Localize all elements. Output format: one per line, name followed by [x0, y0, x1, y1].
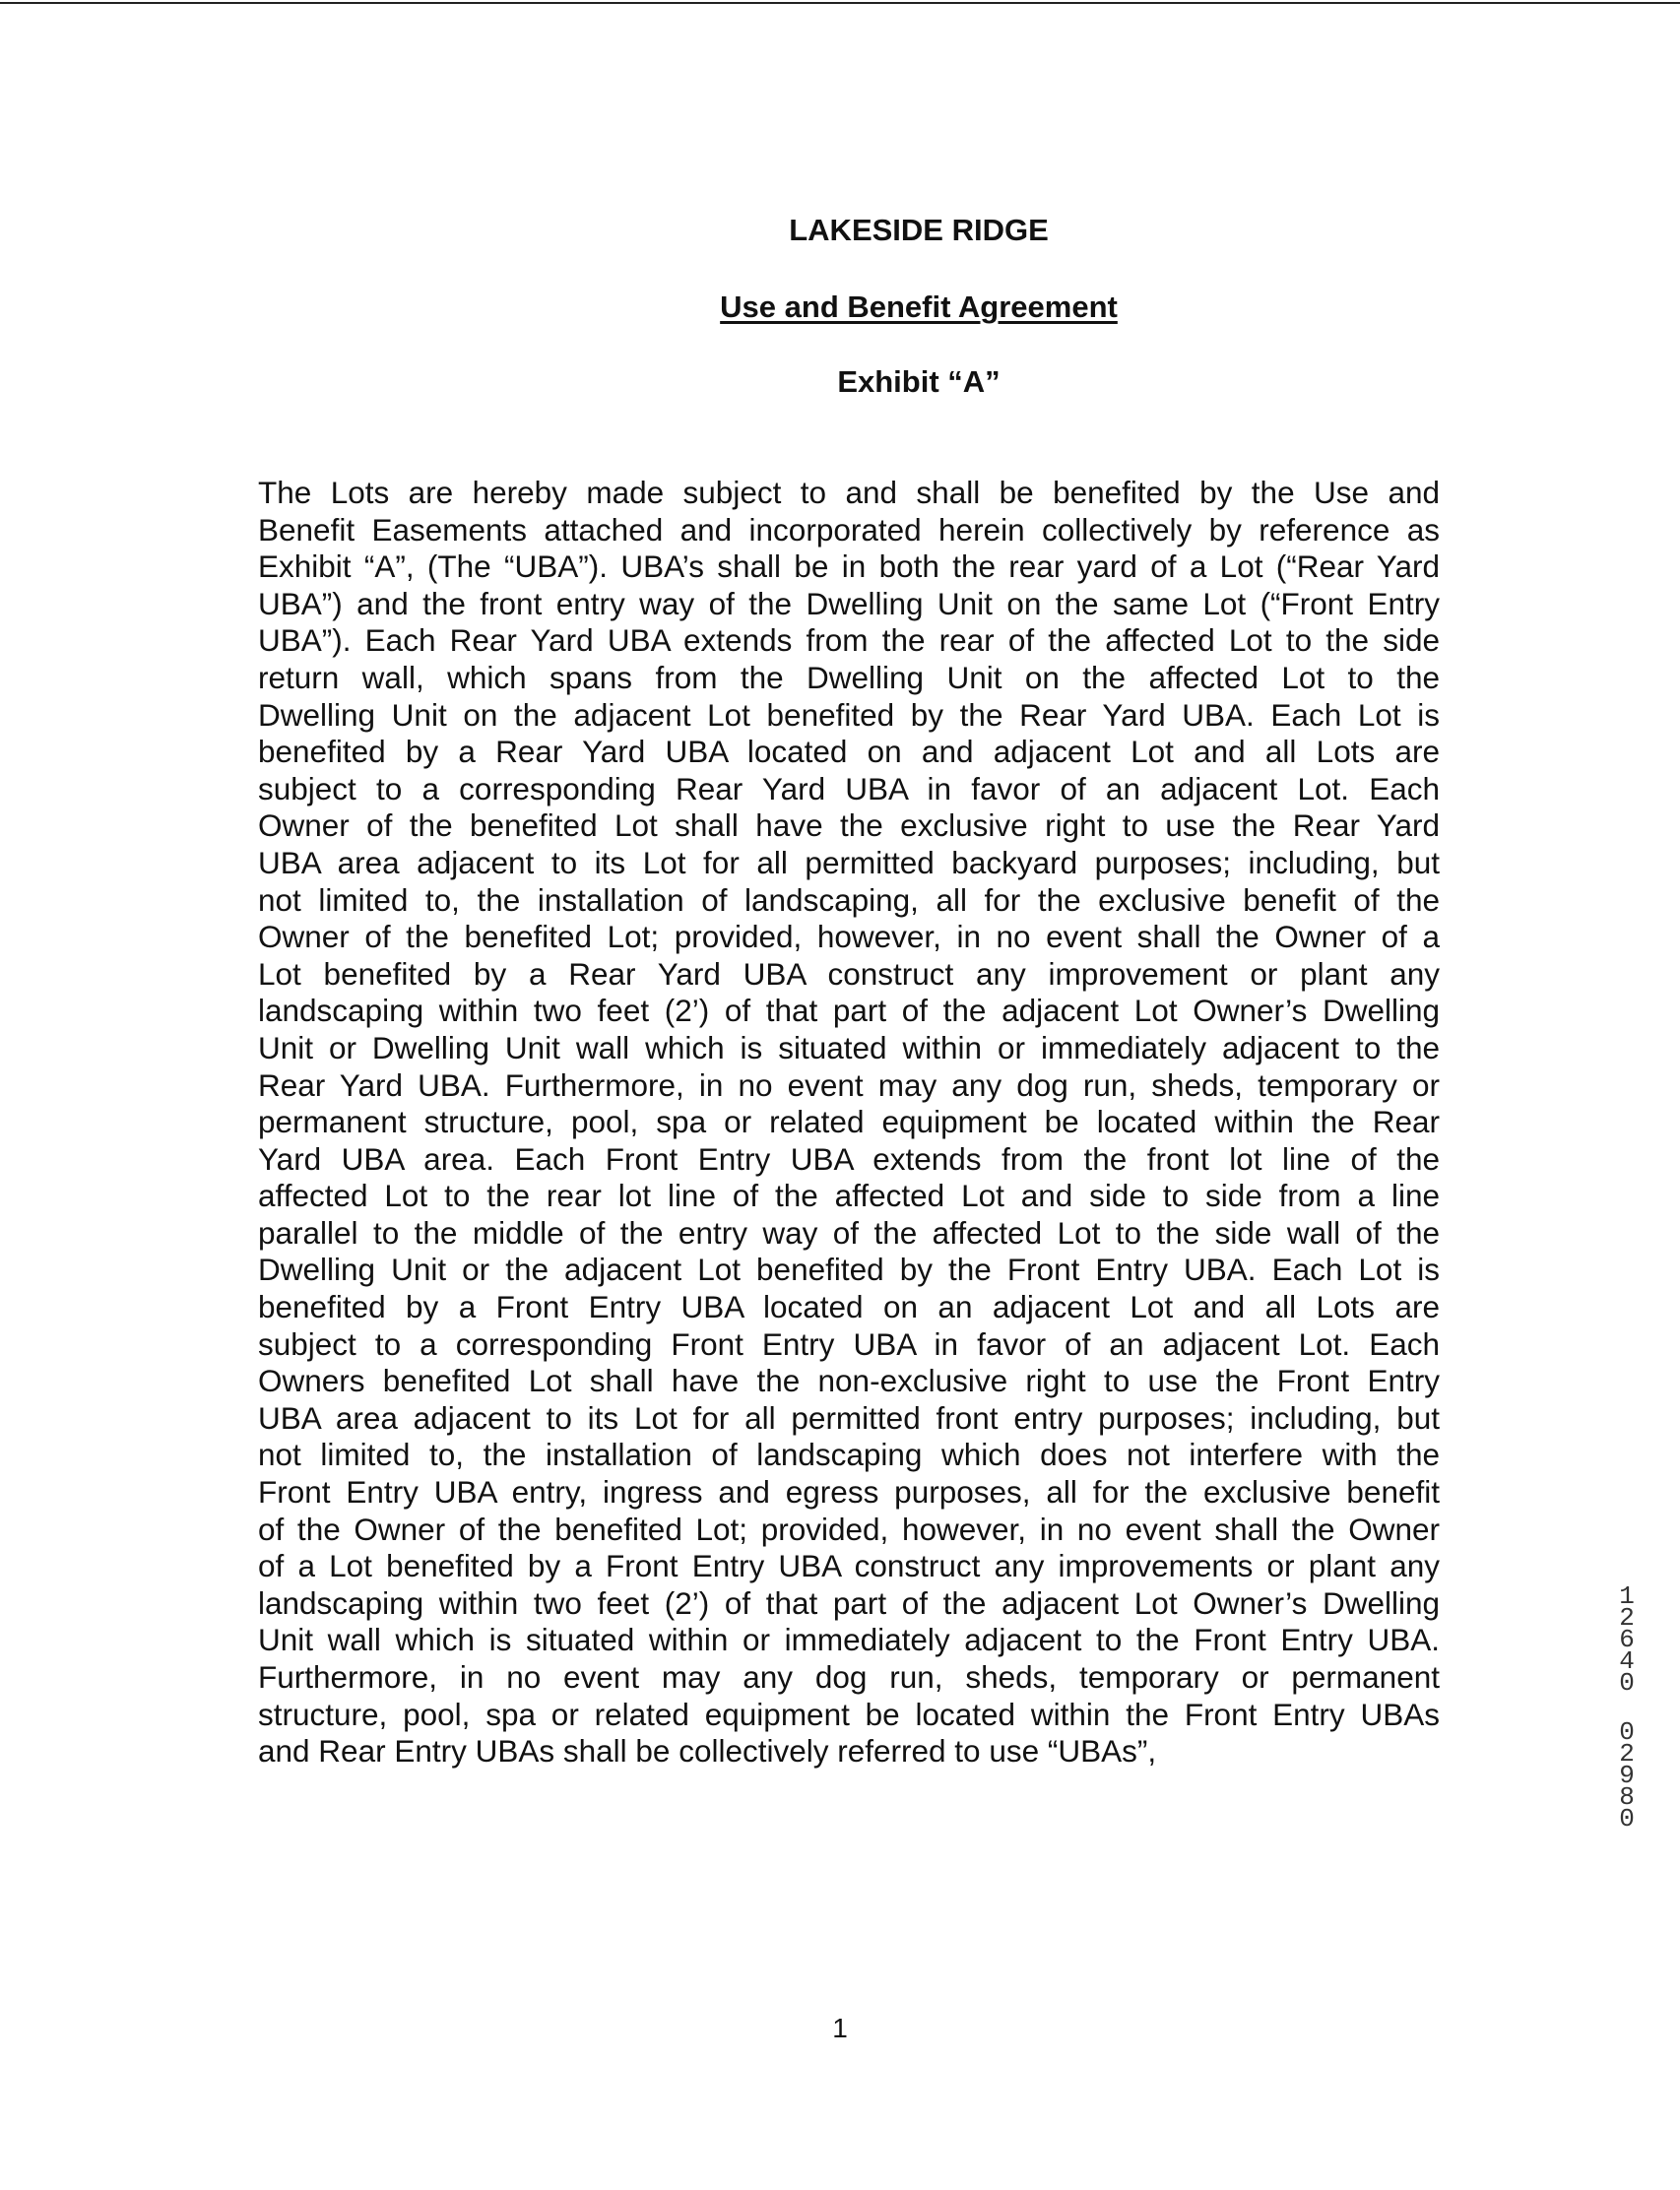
body-line: not limited to, the installation of landscaping, all for the exclusive benefit of the	[258, 881, 1440, 918]
body-line: return wall, which spans from the Dwelling Unit on the affected Lot to the	[258, 659, 1440, 695]
body-line: Unit or Dwelling Unit wall which is situated within or immediately adjacent to the	[258, 1029, 1440, 1065]
body-line: of the Owner of the benefited Lot; provided, however, in no event shall the Owner	[258, 1511, 1440, 1547]
stamp-digit: 9	[1619, 1761, 1635, 1790]
page-number: 1	[832, 2013, 848, 2043]
body-line: subject to a corresponding Front Entry UBA in favor of an adjacent Lot. Each	[258, 1325, 1440, 1362]
stamp-digit: 2	[1619, 1603, 1635, 1633]
body-line: Yard UBA area. Each Front Entry UBA extends from the front lot line of the	[258, 1140, 1440, 1177]
body-line: Front Entry UBA entry, ingress and egress purposes, all for the exclusive benefit	[258, 1474, 1440, 1511]
body-line: subject to a corresponding Rear Yard UBA in favor of an adjacent Lot. Each	[258, 770, 1440, 806]
body-line: benefited by a Rear Yard UBA located on and adjacent Lot and all Lots are	[258, 734, 1440, 770]
body-line: Benefit Easements attached and incorporated herein collectively by reference as	[258, 511, 1440, 548]
top-edge-rule	[0, 2, 1680, 4]
body-line: UBA area adjacent to its Lot for all permitted backyard purposes; including, but	[258, 844, 1440, 880]
body-line: benefited by a Front Entry UBA located on an adjacent Lot and all Lots are	[258, 1289, 1440, 1325]
body-line: Unit wall which is situated within or immediately adjacent to the Front Entry UBA.	[258, 1622, 1440, 1658]
stamp-number-top	[1615, 1581, 1639, 1698]
stamp-number-bottom	[1615, 1717, 1639, 1834]
body-line: Dwelling Unit on the adjacent Lot benefited by the Rear Yard UBA. Each Lot is	[258, 696, 1440, 733]
body-line: parallel to the middle of the entry way of the affected Lot to the side wall of the	[258, 1214, 1440, 1251]
stamp-digit: 4	[1619, 1646, 1635, 1676]
document-title: LAKESIDE RIDGE	[789, 213, 1049, 247]
body-line: UBA”) and the front entry way of the Dwelling Unit on the same Lot (“Front Entry	[258, 585, 1440, 621]
body-line: Rear Yard UBA. Furthermore, in no event may any dog run, sheds, temporary or	[258, 1066, 1440, 1103]
body-line: UBA area adjacent to its Lot for all permitted front entry purposes; including, but	[258, 1399, 1440, 1436]
body-line: affected Lot to the rear lot line of the affected Lot and side to side from a line	[258, 1178, 1440, 1214]
body-line: Owner of the benefited Lot; provided, however, in no event shall the Owner of a	[258, 919, 1440, 955]
body-line: UBA”). Each Rear Yard UBA extends from the rear of the affected Lot to the side	[258, 622, 1440, 659]
stamp-digit: 0	[1619, 1804, 1635, 1834]
body-line: not limited to, the installation of landscaping which does not interfere with the	[258, 1437, 1440, 1473]
body-line: and Rear Entry UBAs shall be collectively referred to use “UBAs”,	[258, 1733, 1157, 1770]
stamp-digit: 0	[1619, 1717, 1635, 1747]
stamp-digit: 6	[1619, 1625, 1635, 1654]
stamp-digit: 1	[1619, 1581, 1635, 1611]
body-line: landscaping within two feet (2’) of that part of the adjacent Lot Owner’s Dwelling	[258, 1584, 1440, 1621]
body-line: permanent structure, pool, spa or related equipment be located within the Rear	[258, 1104, 1440, 1140]
body-line: The Lots are hereby made subject to and shall be benefited by the Use and	[258, 475, 1440, 510]
body-line: Dwelling Unit or the adjacent Lot benefited by the Front Entry UBA. Each Lot is	[258, 1252, 1440, 1288]
body-line: Lot benefited by a Rear Yard UBA construct any improvement or plant any	[258, 955, 1440, 992]
stamp-digit: 8	[1619, 1782, 1635, 1812]
body-line: Owners benefited Lot shall have the non-exclusive right to use the Front Entry	[258, 1363, 1440, 1399]
stamp-digit: 2	[1619, 1739, 1635, 1769]
exhibit-heading: Exhibit “A”	[837, 364, 1001, 399]
body-line: structure, pool, spa or related equipment be located within the Front Entry UBAs	[258, 1696, 1440, 1732]
document-subtitle	[0, 290, 1680, 325]
stamp-digit: 0	[1619, 1668, 1635, 1698]
body-line: of a Lot benefited by a Front Entry UBA construct any improvements or plant any	[258, 1548, 1440, 1584]
body-line: landscaping within two feet (2’) of that part of the adjacent Lot Owner’s Dwelling	[258, 993, 1440, 1029]
body-line: Owner of the benefited Lot shall have the exclusive right to use the Rear Yard	[258, 807, 1440, 844]
body-line: Furthermore, in no event may any dog run, sheds, temporary or permanent	[258, 1659, 1440, 1695]
recording-stamp-number	[1615, 1581, 1639, 1834]
subtitle-text: Use and Benefit Agreement	[720, 290, 1118, 324]
body-line: Exhibit “A”, (The “UBA”). UBA’s shall be in both the rear yard of a Lot (“Rear Yard	[258, 548, 1440, 585]
body-paragraph	[258, 475, 1440, 1771]
